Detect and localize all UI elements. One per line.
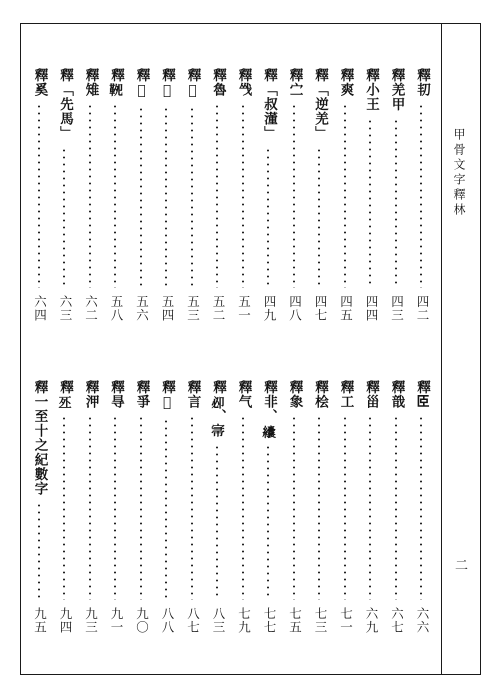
dot-leader xyxy=(293,415,295,600)
toc-entry-title: 釋气 xyxy=(235,380,252,409)
toc-entry-page: 四五 xyxy=(338,295,354,322)
toc-entry-title: 釋𠄨 xyxy=(57,380,73,409)
dot-leader xyxy=(395,415,397,600)
toc-entry-title: 釋𠨘、𡨦 xyxy=(210,380,226,438)
dot-leader xyxy=(140,415,142,600)
margin-book-title: 甲骨文字釋林 xyxy=(452,128,466,218)
toc-entry-title: 釋工 xyxy=(337,380,354,409)
toc-entry[interactable] xyxy=(260,380,278,655)
toc-entry[interactable] xyxy=(133,68,151,343)
toc-entry-title: 釋奚 xyxy=(31,68,48,97)
toc-entry[interactable] xyxy=(311,380,329,655)
toc-entry-page: 六四 xyxy=(32,295,48,322)
toc-entry-title: 釋爽 xyxy=(337,68,354,97)
dot-leader xyxy=(38,103,40,288)
toc-entry-title: 釋𦉶 xyxy=(184,68,201,100)
toc-entry-page: 六七 xyxy=(389,607,405,634)
toc-entry-title: 釋爭 xyxy=(133,380,150,409)
toc-entry-page: 九一 xyxy=(109,607,124,634)
toc-entry[interactable] xyxy=(107,68,125,343)
toc-entry-page: 五六 xyxy=(134,295,150,322)
toc-entry-page: 六九 xyxy=(364,607,379,634)
dot-leader xyxy=(267,444,269,600)
toc-entry-page: 六三 xyxy=(58,295,73,322)
toc-entry-page: 八七 xyxy=(185,607,201,634)
toc-entry-page: 五八 xyxy=(109,295,124,322)
toc-entry-title: 釋「叔𣿅」 xyxy=(261,68,277,141)
toc-entry-page: 七一 xyxy=(338,607,354,634)
dot-leader xyxy=(369,415,371,600)
toc-entry-title: 釋非、𦈃 xyxy=(261,380,277,438)
dot-leader xyxy=(344,103,346,288)
toc-entry-title: 釋𦣞 xyxy=(414,380,430,409)
toc-entry[interactable] xyxy=(158,68,176,343)
dot-leader xyxy=(63,415,65,600)
toc-entry-page: 六六 xyxy=(415,607,430,634)
toc-entry[interactable] xyxy=(184,68,202,343)
dot-leader xyxy=(38,502,40,600)
toc-entry-page: 七七 xyxy=(262,607,277,634)
toc-entry-title: 釋雉 xyxy=(82,68,99,97)
dot-leader xyxy=(165,106,167,288)
toc-entry[interactable] xyxy=(286,380,304,655)
dot-leader xyxy=(165,418,167,600)
toc-entry-title: 釋「先馬」 xyxy=(57,68,73,141)
dot-leader xyxy=(216,444,218,600)
dot-leader xyxy=(63,147,65,288)
toc-entry[interactable] xyxy=(362,68,380,343)
dot-leader xyxy=(114,103,116,288)
toc-entry[interactable] xyxy=(82,380,100,655)
toc-entry-page: 五三 xyxy=(185,295,201,322)
dot-leader xyxy=(140,106,142,288)
toc-entry-title: 釋羌甲 xyxy=(388,68,405,112)
toc-entry-page: 四七 xyxy=(313,295,328,322)
dot-leader xyxy=(267,147,269,288)
toc-entry-page: 九〇 xyxy=(134,607,150,634)
dot-leader xyxy=(242,103,244,288)
toc-entry[interactable] xyxy=(82,68,100,343)
toc-entry-page: 四二 xyxy=(415,295,430,322)
toc-entry[interactable] xyxy=(133,380,151,655)
dot-leader xyxy=(89,103,91,288)
toc-entry-page: 八八 xyxy=(160,607,175,634)
dot-leader xyxy=(318,147,320,288)
toc-entry[interactable] xyxy=(388,68,406,343)
toc-entry[interactable] xyxy=(413,68,431,343)
toc-entry[interactable] xyxy=(56,380,74,655)
toc-entry-page: 四三 xyxy=(389,295,405,322)
toc-entry-title: 釋𩊁 xyxy=(108,68,124,97)
toc-entry-page: 七五 xyxy=(287,607,303,634)
toc-entry-page: 九五 xyxy=(32,607,48,634)
dot-leader xyxy=(318,415,320,600)
toc-entry-page: 五二 xyxy=(211,295,226,322)
toc-entry-page: 九四 xyxy=(58,607,73,634)
toc-entry-title: 釋㝵 xyxy=(108,380,124,409)
toc-entry[interactable] xyxy=(260,68,278,343)
toc-entry[interactable] xyxy=(209,68,227,343)
dot-leader xyxy=(420,415,422,600)
toc-entry[interactable] xyxy=(311,68,329,343)
dot-leader xyxy=(420,103,422,288)
dot-leader xyxy=(344,415,346,600)
dot-leader xyxy=(191,415,193,600)
toc-entry[interactable] xyxy=(209,380,227,655)
page-number: 二 xyxy=(452,558,467,571)
toc-entry[interactable] xyxy=(184,380,202,655)
toc-entry-page: 五一 xyxy=(236,295,252,322)
toc-entry-title: 釋言 xyxy=(184,380,201,409)
toc-entry-title: 釋𦊊 xyxy=(159,68,175,100)
toc-entry[interactable] xyxy=(286,68,304,343)
dot-leader xyxy=(216,103,218,288)
toc-entry[interactable] xyxy=(362,380,380,655)
toc-entry[interactable] xyxy=(31,68,49,343)
dot-leader xyxy=(114,415,116,600)
toc-entry-title: 釋戠 xyxy=(388,380,405,409)
toc-entry-title: 釋㦰 xyxy=(235,68,252,97)
toc-entry-title: 釋㝉 xyxy=(286,68,303,97)
toc-entry[interactable] xyxy=(158,380,176,655)
toc-section-top xyxy=(20,68,440,343)
dot-leader xyxy=(191,106,193,288)
toc-entry-page: 四八 xyxy=(287,295,303,322)
toc-entry-title: 釋桧 xyxy=(312,380,328,409)
toc-entry[interactable] xyxy=(413,380,431,655)
toc-entry[interactable] xyxy=(235,380,253,655)
toc-entry-title: 釋𡧊 xyxy=(133,68,150,100)
toc-entry-title: 釋𩆊 xyxy=(159,380,175,412)
toc-entry-page: 七三 xyxy=(313,607,328,634)
toc-entry-page: 四四 xyxy=(364,295,379,322)
dot-leader xyxy=(89,415,91,600)
toc-entry-title: 釋㳌 xyxy=(82,380,99,409)
toc-entry[interactable] xyxy=(388,380,406,655)
dot-leader xyxy=(395,118,397,288)
toc-entry-title: 釋甾 xyxy=(363,380,379,409)
toc-section-bottom xyxy=(20,380,440,655)
margin-divider xyxy=(441,23,442,675)
dot-leader xyxy=(369,118,371,288)
toc-entry[interactable] xyxy=(235,68,253,343)
toc-entry-page: 五四 xyxy=(160,295,175,322)
toc-entry-page: 四九 xyxy=(262,295,277,322)
dot-leader xyxy=(293,103,295,288)
toc-entry-title: 釋一至十之紀數字 xyxy=(31,380,48,496)
toc-entry-title: 釋小王 xyxy=(363,68,379,112)
toc-entry[interactable] xyxy=(107,380,125,655)
toc-entry-page: 六二 xyxy=(83,295,99,322)
toc-entry[interactable] xyxy=(31,380,49,655)
toc-entry-title: 釋「逆羌」 xyxy=(312,68,328,141)
toc-entry-page: 九三 xyxy=(83,607,99,634)
toc-entry-page: 七九 xyxy=(236,607,252,634)
toc-entry-title: 釋㓞 xyxy=(414,68,430,97)
toc-entry[interactable] xyxy=(56,68,74,343)
toc-entry-title: 釋𧰼 xyxy=(286,380,303,409)
toc-entry[interactable] xyxy=(337,380,355,655)
toc-entry[interactable] xyxy=(337,68,355,343)
dot-leader xyxy=(242,415,244,600)
toc-entry-title: 釋魯 xyxy=(210,68,226,97)
toc-entry-page: 八三 xyxy=(211,607,226,634)
